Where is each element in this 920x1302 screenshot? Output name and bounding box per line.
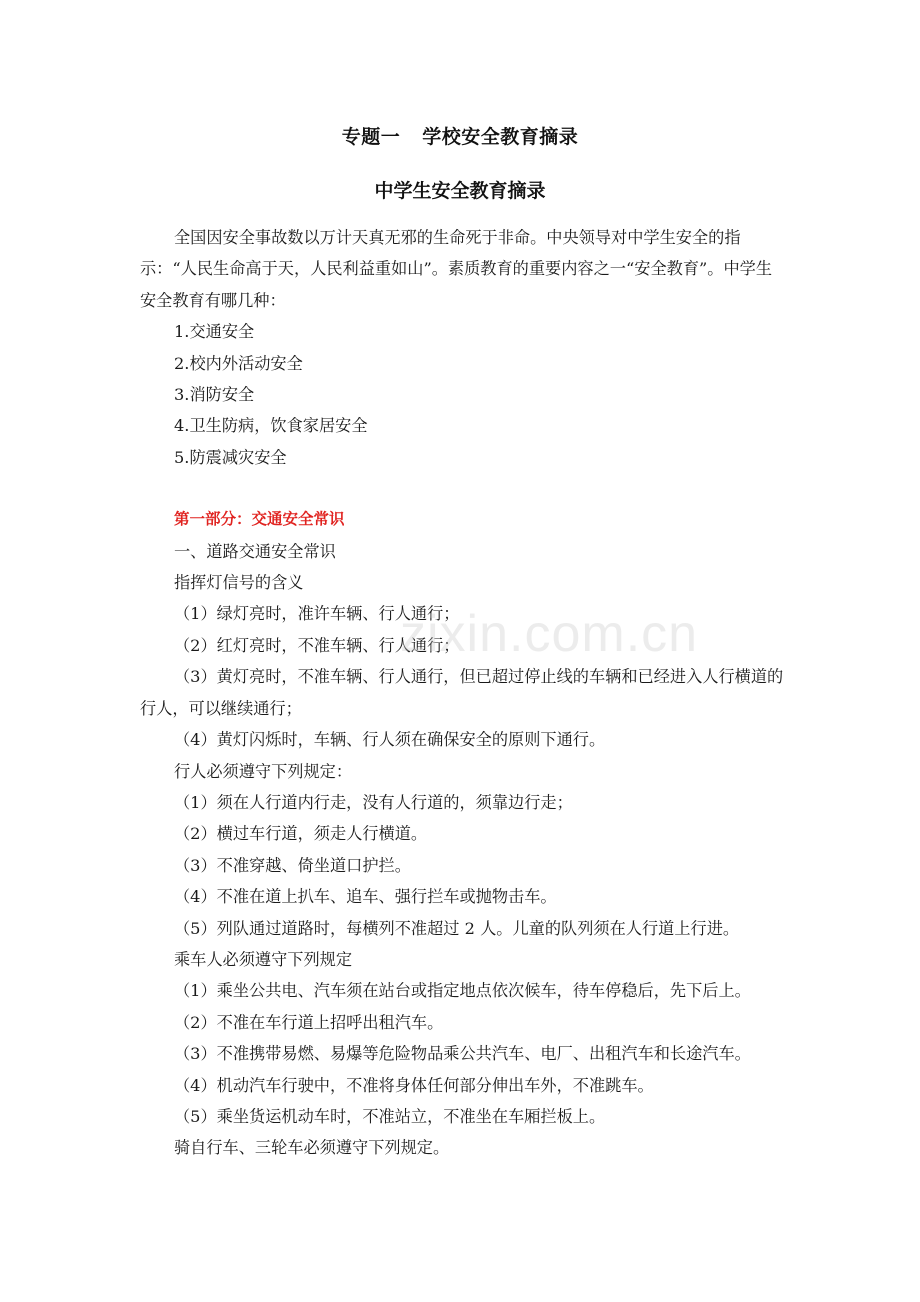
passenger-item: （3）不准携带易燃、易爆等危险物品乘公共汽车、电厂、出租汽车和长途汽车。 <box>174 1044 751 1064</box>
pedestrian-item: （5）列队通过道路时，每横列不准超过 2 人。儿童的队列须在人行道上行进。 <box>174 918 740 938</box>
section-spacer <box>140 473 785 504</box>
pedestrian-item: （2）横过车行道，须走人行横道。 <box>174 824 428 844</box>
site-watermark: zixin.com.cn <box>400 605 699 663</box>
bicycle-heading: 骑自行车、三轮车必须遵守下列规定。 <box>174 1138 450 1158</box>
intro-paragraph: 全国因安全事故数以万计天真无邪的生命死于非命。中央领导对中学生安全的指示：“人民生命高于天，人民利益重如山”。素质教育的重要内容之一“安全教育”。中学生安全教育有哪几种： <box>140 228 773 310</box>
document-title <box>0 122 920 149</box>
signal-item: （3）黄灯亮时，不准车辆、行人通行，但已超过停止线的车辆和已经进入人行横道的行人，可以继续通行； <box>140 667 784 718</box>
signal-item: （4）黄灯闪烁时，车辆、行人须在确保安全的原则下通行。 <box>174 730 606 750</box>
pedestrian-heading: 行人必须遵守下列规定： <box>174 761 353 781</box>
passenger-item: （4）机动汽车行驶中，不准将身体任何部分伸出车外，不准跳车。 <box>174 1075 654 1095</box>
title-topic-label: 专题一 <box>341 126 401 148</box>
signal-item: （2）红灯亮时，不准车辆、行人通行； <box>174 635 460 655</box>
document-subtitle: 中学生安全教育摘录 <box>374 180 546 202</box>
category-item: 2.校内外活动安全 <box>174 353 303 373</box>
category-item: 5.防震减灾安全 <box>174 447 287 467</box>
category-item: 4.卫生防病，饮食家居安全 <box>174 416 368 436</box>
pedestrian-item: （4）不准在道上扒车、追车、强行拦车或抛物击车。 <box>174 887 557 907</box>
signal-item: （1）绿灯亮时，准许车辆、行人通行； <box>174 604 460 624</box>
passenger-item: （5）乘坐货运机动车时，不准站立，不准坐在车厢拦板上。 <box>174 1106 606 1126</box>
passenger-item: （1）乘坐公共电、汽车须在站台或指定地点依次候车，待车停稳后，先下后上。 <box>174 981 751 1001</box>
passenger-heading: 乘车人必须遵守下列规定 <box>174 949 353 969</box>
document-body <box>140 222 785 1164</box>
part1-heading: 第一部分：交通安全常识 <box>174 510 345 529</box>
title-topic-name: 学校安全教育摘录 <box>422 126 579 148</box>
category-item: 1.交通安全 <box>174 322 255 342</box>
pedestrian-item: （3）不准穿越、倚坐道口护拦。 <box>174 855 411 875</box>
category-item: 3.消防安全 <box>174 385 255 405</box>
signal-heading: 指挥灯信号的含义 <box>174 573 304 593</box>
pedestrian-item: （1）须在人行道内行走，没有人行道的，须靠边行走； <box>174 792 573 812</box>
passenger-item: （2）不准在车行道上招呼出租汽车。 <box>174 1012 444 1032</box>
section1-heading: 一、道路交通安全常识 <box>174 541 336 561</box>
